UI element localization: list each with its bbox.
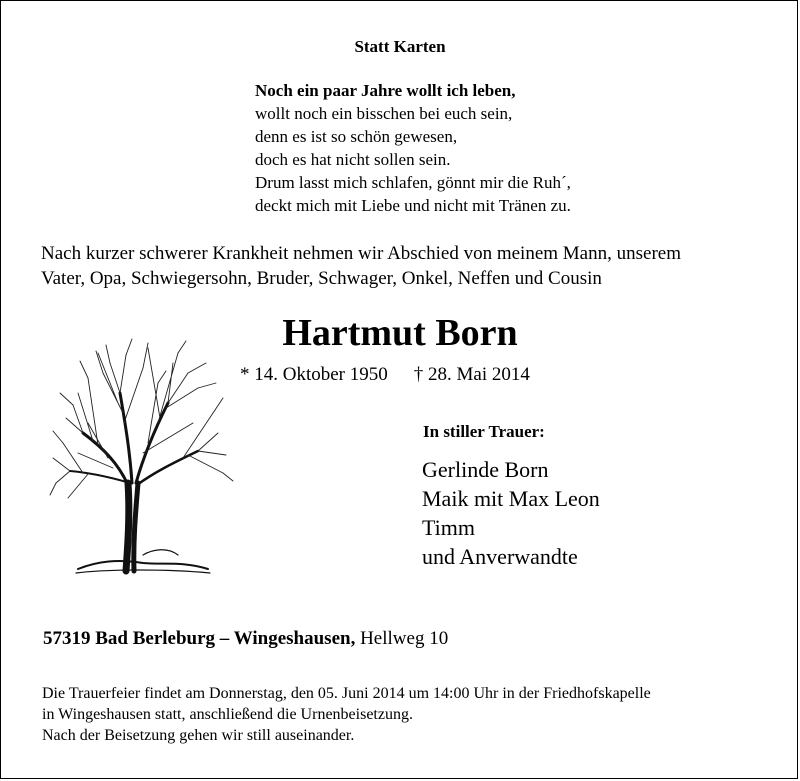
address	[43, 628, 448, 650]
life-dates	[240, 364, 530, 386]
mourners-list	[422, 455, 600, 571]
intro-text	[41, 241, 781, 291]
poem-line: Drum lasst mich schlafen, gönnt mir die Ruh´,	[255, 173, 571, 192]
poem-line: doch es hat nicht sollen sein.	[255, 150, 451, 169]
address-place: 57319 Bad Berleburg – Wingeshausen,	[43, 628, 356, 649]
death-date: † 28. Mai 2014	[413, 364, 530, 385]
intro-line: Vater, Opa, Schwiegersohn, Bruder, Schwager, Onkel, Neffen und Cousin	[41, 268, 602, 289]
mourner-name: Maik mit Max Leon	[422, 486, 600, 511]
poem-line: wollt noch ein bisschen bei euch sein,	[255, 104, 513, 123]
ceremony-line: Die Trauerfeier findet am Donnerstag, den 05. Juni 2014 um 14:00 Uhr in der Friedhofskapelle	[42, 685, 651, 702]
mourner-name: Gerlinde Born	[422, 457, 549, 482]
poem-line: Noch ein paar Jahre wollt ich leben,	[255, 81, 516, 100]
intro-line: Nach kurzer schwerer Krankheit nehmen wir Abschied von meinem Mann, unserem	[41, 243, 681, 264]
poem	[255, 79, 571, 217]
mourner-name: und Anverwandte	[422, 544, 578, 569]
mourner-name: Timm	[422, 515, 476, 540]
mourning-title: In stiller Trauer:	[423, 422, 545, 441]
ceremony-info	[42, 683, 651, 746]
ceremony-line: Nach der Beisetzung gehen wir still auseinander.	[42, 727, 355, 744]
address-street: Hellweg 10	[360, 628, 449, 649]
ceremony-line: in Wingeshausen statt, anschließend die Urnenbeisetzung.	[42, 706, 413, 723]
tree-icon	[48, 333, 238, 583]
birth-date: * 14. Oktober 1950	[240, 364, 388, 385]
poem-line: deckt mich mit Liebe und nicht mit Tränen zu.	[255, 196, 571, 215]
poem-line: denn es ist so schön gewesen,	[255, 127, 458, 146]
notice-heading: Statt Karten	[354, 37, 446, 56]
deceased-name: Hartmut Born	[282, 312, 518, 354]
